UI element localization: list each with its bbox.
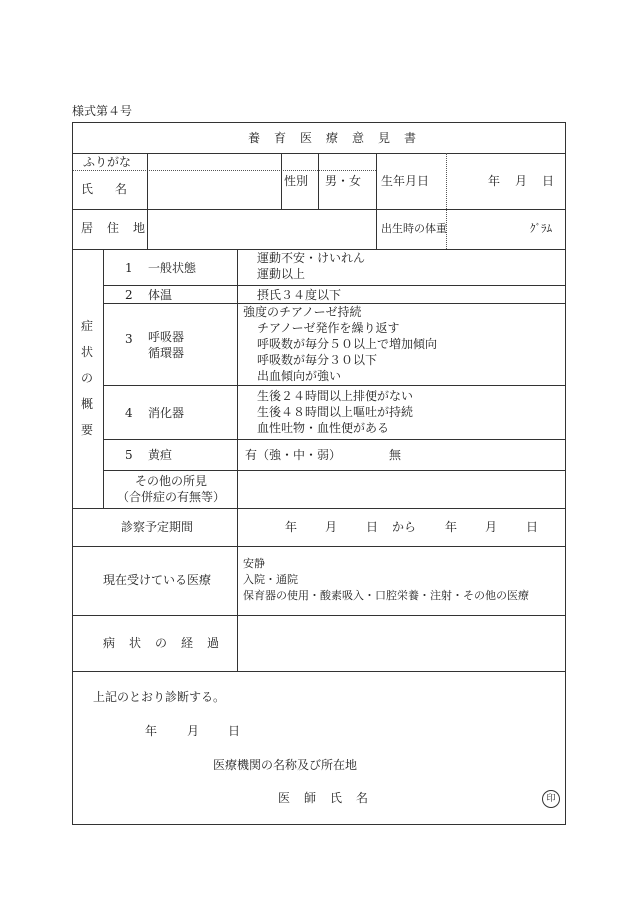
birth-year-unit: 年 — [488, 174, 501, 188]
form-number: 様式第４号 — [72, 104, 133, 118]
divider — [73, 546, 565, 547]
medical-opinion-form — [72, 122, 566, 825]
divider — [103, 470, 565, 471]
symptom-respiratory-items: 強度のチアノーゼ持続 チアノーゼ発作を繰り返す 呼吸数が毎分５０以上で増加傾向 呼吸数が毎分３０以下 出血傾向が強い — [243, 305, 438, 383]
seal-mark: 印 — [542, 790, 560, 808]
birthdate-label: 生年月日 — [381, 174, 430, 188]
other-findings-label: その他の所見 （合併症の有無等） — [117, 474, 226, 504]
exam-from-month: 月 — [325, 520, 338, 534]
symptom-digestive-items: 生後２４時間以上排便がない 生後４８時間以上嘔吐が持続 血性吐物・血性便がある — [257, 389, 414, 435]
exam-from-day: 日 — [366, 520, 379, 534]
sex-options: 男・女 — [325, 174, 362, 188]
course-label: 病状の経過 — [103, 636, 234, 650]
divider — [103, 285, 565, 286]
symptom-number: 2 — [125, 288, 133, 302]
symptom-number: 3 — [125, 332, 133, 346]
diagnosis-statement: 上記のとおり診断する。 — [93, 690, 226, 704]
form-title: 養育医療意見書 — [248, 131, 431, 145]
divider-vertical — [376, 153, 377, 249]
address-label: 居住地 — [81, 221, 160, 235]
current-treatment-options: 安静 入院・通院 保育器の使用・酸素吸入・口腔栄養・注射・その他の医療 — [243, 557, 529, 602]
symptom-number: 1 — [125, 261, 133, 275]
birth-day-unit: 日 — [542, 174, 555, 188]
symptom-general-items: 運動不安・けいれん 運動以上 — [257, 251, 366, 281]
birth-month-unit: 月 — [515, 174, 528, 188]
jaundice-present-option: 有（強・中・弱） — [245, 448, 342, 462]
symptom-respiratory-label: 呼吸器 循環器 — [148, 330, 185, 360]
divider-vertical — [237, 249, 238, 671]
diagnosis-year: 年 — [145, 724, 158, 738]
symptom-temperature-label: 体温 — [148, 288, 173, 302]
symptom-general-label: 一般状態 — [148, 261, 197, 275]
divider — [73, 615, 565, 616]
birth-weight-label: 出生時の体重 — [381, 222, 447, 235]
current-treatment-label: 現在受けている医療 — [103, 573, 212, 587]
divider — [73, 508, 565, 509]
diagnosis-day: 日 — [228, 724, 241, 738]
symptom-temperature-item: 摂氏３４度以下 — [257, 288, 342, 302]
institution-label: 医療機関の名称及び所在地 — [213, 758, 358, 772]
symptom-summary-label: 症 状 の 概 要 — [81, 319, 94, 437]
divider-dotted — [73, 170, 376, 171]
furigana-label: ふりがな — [83, 155, 132, 169]
exam-from-year: 年 — [285, 520, 298, 534]
symptom-number: 5 — [125, 448, 133, 462]
symptom-digestive-label: 消化器 — [148, 406, 185, 420]
exam-to-month: 月 — [485, 520, 498, 534]
exam-to-day: 日 — [526, 520, 539, 534]
doctor-name-label: 医師氏名 — [278, 791, 383, 805]
divider-vertical — [318, 153, 319, 209]
exam-period-label: 診察予定期間 — [121, 520, 194, 534]
name-label: 氏名 — [81, 182, 150, 196]
divider — [103, 385, 565, 386]
exam-from-word: から — [392, 520, 417, 534]
exam-to-year: 年 — [445, 520, 458, 534]
symptom-number: 4 — [125, 406, 133, 420]
symptom-jaundice-label: 黄疸 — [148, 448, 173, 462]
diagnosis-month: 月 — [187, 724, 200, 738]
divider-vertical — [103, 249, 104, 508]
weight-unit: ｸﾞﾗﾑ — [530, 222, 552, 235]
sex-label: 性別 — [284, 174, 309, 188]
jaundice-absent-option: 無 — [389, 448, 402, 462]
divider-vertical — [281, 153, 282, 209]
divider — [73, 671, 565, 672]
divider — [103, 439, 565, 440]
